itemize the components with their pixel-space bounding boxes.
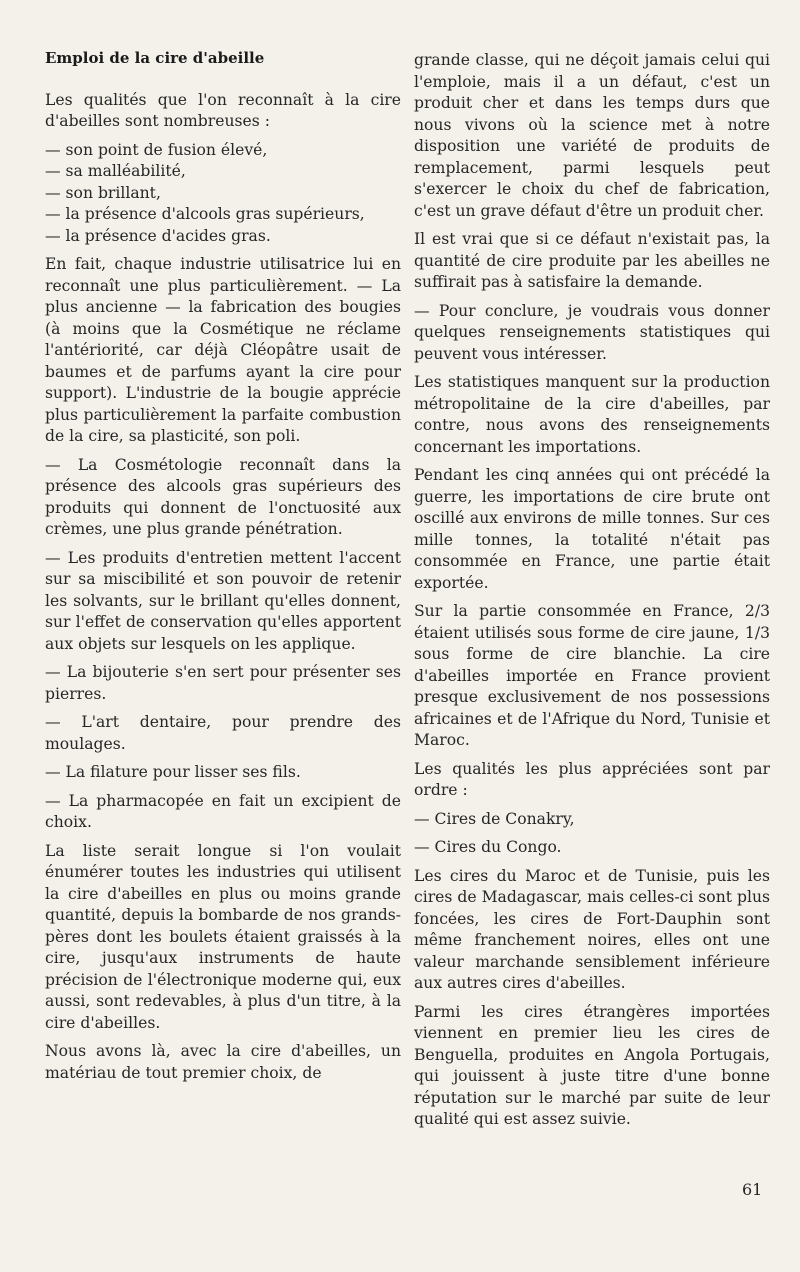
paragraph: Sur la partie consommée en France, 2/3 étaient utilisés sous forme de cire jaune, 1/3 sous forme de cire blanchie. La cire d'abeilles importée en France provient presque exclusivement de nos possessions africaines et de l'Afrique du Nord, Tunisie et Maroc. [414, 602, 770, 749]
paragraph: — Les produits d'entretien mettent l'accent sur sa miscibilité et son pouvoir de retenir les solvants, sur le brillant qu'elles donnent, sur l'effet de conservation qu'elles apportent aux objets sur lesquels on les applique. [45, 548, 401, 653]
paragraph: Les statistiques manquent sur la production métropolitaine de la cire d'abeilles, par contre, nous avons des renseignements concernant les importations. [414, 373, 770, 456]
paragraph: Les qualités les plus appréciées sont par ordre : [414, 759, 770, 799]
right-column [414, 50, 770, 1138]
list-item: — sa malléabilité, [45, 162, 186, 180]
paragraph: — Pour conclure, je voudrais vous donner quelques renseignements statistiques qui peuvent vous intéresser. [414, 301, 770, 363]
list-item: — son point de fusion élevé, [45, 140, 268, 159]
list-item: — Cires du Congo. [414, 838, 562, 856]
list-item: — son brillant, [45, 183, 161, 202]
paragraph: En fait, chaque industrie utilisatrice lui en reconnaît une plus particulièrement. — La plus ancienne — la fabrication des bougies (à moins que la Cosmétique ne réclame l'antériorité, car déjà Cléopâtre usait de baumes et de parfums ayant la cire pour support). L'industrie de la bougie apprécie plus particulièrement la parfaite combustion de la cire, sa plasticité, son poli. [45, 255, 401, 445]
paragraph: Nous avons là, avec la cire d'abeilles, un matériau de tout premier choix, de [45, 1042, 401, 1082]
page-number: 61 [742, 1180, 763, 1199]
paragraph: — La Cosmétologie reconnaît dans la présence des alcools gras supérieurs des produits qui donnent de l'onctuosité aux crèmes, une plus grande pénétration. [45, 455, 401, 538]
paragraph: Parmi les cires étrangères importées viennent en premier lieu les cires de Benguella, produites en Angola Portugais, qui jouissent à juste titre d'une bonne réputation sur le marché par suite de leur qualité qui est assez suivie. [414, 1002, 770, 1128]
paragraph: — L'art dentaire, pour prendre des moulages. [45, 713, 401, 753]
paragraph: — La pharmacopée en fait un excipient de choix. [45, 791, 401, 831]
paragraph: Les qualités que l'on reconnaît à la cire d'abeilles sont nombreuses : [45, 90, 401, 130]
left-column [45, 40, 401, 1091]
list-item: — Cires de Conakry, [414, 809, 575, 828]
paragraph: Pendant les cinq années qui ont précédé la guerre, les importations de cire brute ont oscillé aux environs de mille tonnes. Sur ces mille tonnes, la totalité n'était pas consommée en France, une partie était exportée. [414, 466, 770, 592]
paragraph: La liste serait longue si l'on voulait énumérer toutes les industries qui utilisent la cire d'abeilles en plus ou moins grande quantité, depuis la bombarde de nos grands-pères dont les boulets étaient graissés à la cire, jusqu'aux instruments de haute précision de l'électronique moderne qui, eux aussi, sont redevables, à plus d'un titre, à la cire d'abeilles. [45, 841, 401, 1032]
list-item: — la présence d'acides gras. [45, 226, 271, 245]
paragraph: Les cires du Maroc et de Tunisie, puis les cires de Madagascar, mais celles-ci sont plus foncées, les cires de Fort-Dauphin sont même franchement noires, elles ont une valeur marchande sensiblement inférieure aux autres cires d'abeilles. [414, 866, 770, 992]
paragraph: grande classe, qui ne déçoit jamais celui qui l'emploie, mais il a un défaut, c'est un produit cher et dans les temps durs que nous vivons où la science met à notre disposition une variété de produits de remplacement, parmi lesquels peut s'exercer le choix du chef de fabrication, c'est un grave défaut d'être un produit cher. [414, 51, 770, 220]
paragraph: — La filature pour lisser ses fils. [45, 763, 301, 781]
paragraph: Il est vrai que si ce défaut n'existait pas, la quantité de cire produite par les abeilles ne suffirait pas à satisfaire la demande. [414, 230, 770, 291]
paragraph: — La bijouterie s'en sert pour présenter ses pierres. [45, 663, 401, 703]
list-item: — la présence d'alcools gras supérieurs, [45, 205, 365, 223]
section-heading: Emploi de la cire d'abeille [45, 49, 265, 67]
